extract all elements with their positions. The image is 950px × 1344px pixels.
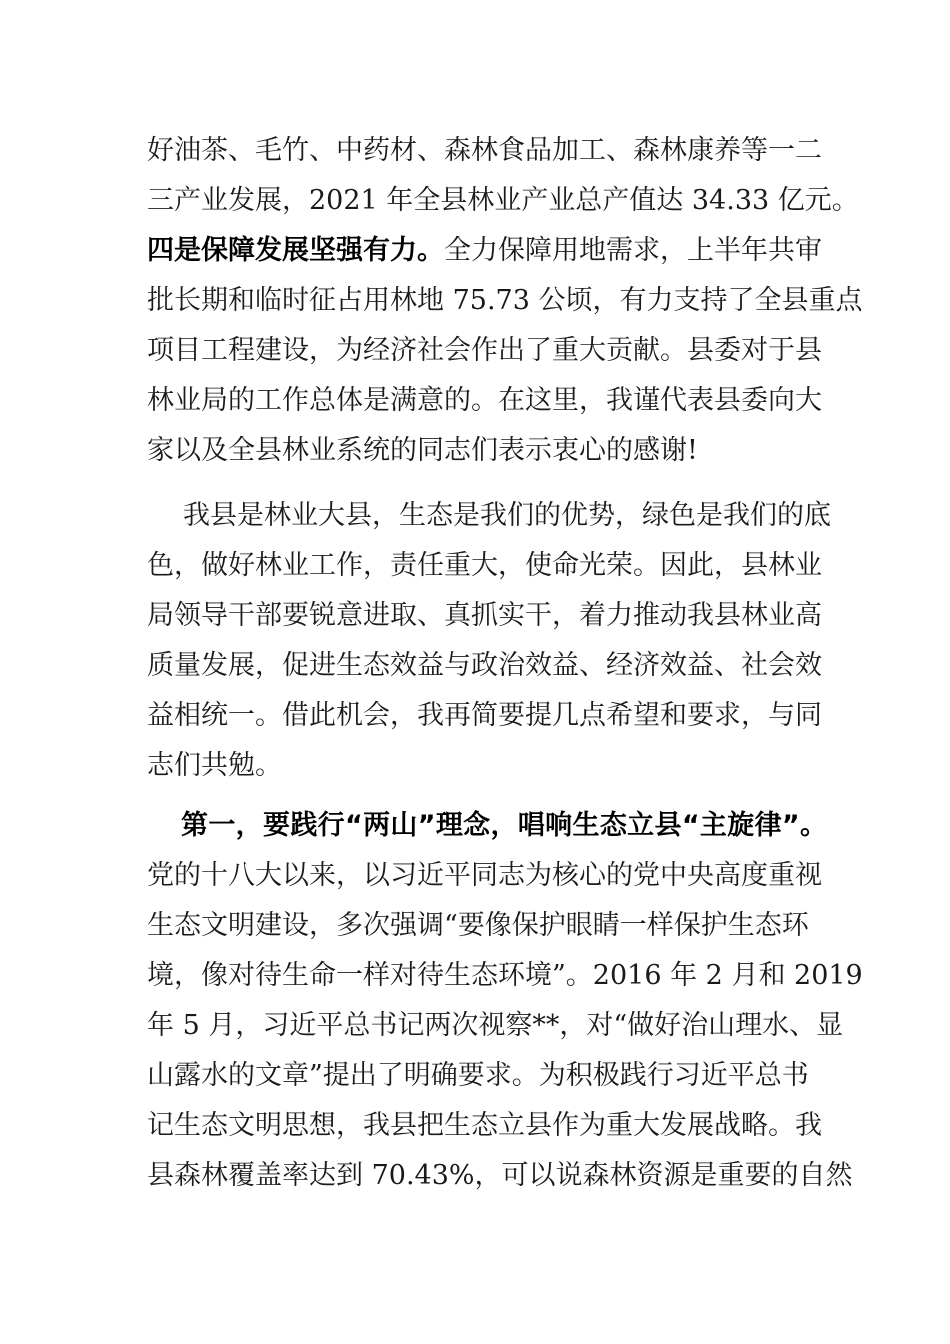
text-line: 好油茶、毛竹、中药材、森林食品加工、森林康养等一二 [147,135,822,166]
text-line: 林业局的工作总体是满意的。在这里，我谨代表县委向大 [147,385,822,416]
section-heading: 第一，要践行“两山”理念，唱响生态立县“主旋律”。 [181,810,827,841]
text-line: 志们共勉。 [147,750,282,781]
text-line: 家以及全县林业系统的同志们表示衷心的感谢! [147,435,698,466]
text-line: 县森林覆盖率达到 70.43%，可以说森林资源是重要的自然 [147,1160,853,1191]
text-line [147,231,822,271]
bold-lead-in: 四是保障发展坚强有力。 [147,235,444,266]
text-line: 局领导干部要锐意进取、真抓实干，着力推动我县林业高 [147,600,822,631]
text-line: 记生态文明思想，我县把生态立县作为重大发展战略。我 [147,1110,822,1141]
text-line-content: 全力保障用地需求，上半年共审 [444,235,822,266]
text-line: 党的十八大以来，以习近平同志为核心的党中央高度重视 [147,860,822,891]
text-line: 益相统一。借此机会，我再简要提几点希望和要求，与同 [147,700,822,731]
text-line: 色，做好林业工作，责任重大，使命光荣。因此，县林业 [147,550,822,581]
text-line: 三产业发展，2021 年全县林业产业总产值达 34.33 亿元。 [147,185,859,216]
text-line: 批长期和临时征占用林地 75.73 公顷，有力支持了全县重点 [147,285,863,316]
text-line: 山露水的文章”提出了明确要求。为积极践行习近平总书 [147,1060,809,1091]
text-line: 生态文明建设，多次强调“要像保护眼睛一样保护生态环 [147,910,809,941]
text-line: 境，像对待生命一样对待生态环境”。2016 年 2 月和 2019 [147,960,863,991]
text-line: 质量发展，促进生态效益与政治效益、经济效益、社会效 [147,650,822,681]
text-line: 项目工程建设，为经济社会作出了重大贡献。县委对于县 [147,335,822,366]
paragraph-first-line: 我县是林业大县，生态是我们的优势，绿色是我们的底 [183,500,831,531]
text-line: 年 5 月，习近平总书记两次视察**，对“做好治山理水、显 [147,1010,844,1041]
